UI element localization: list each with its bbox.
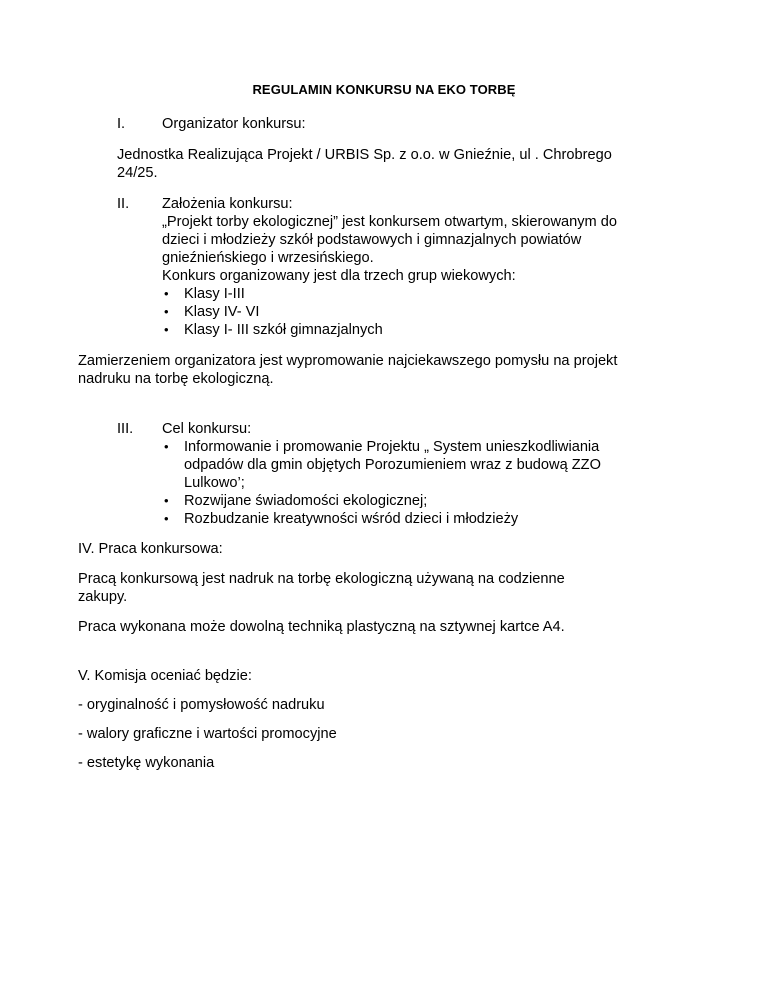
- section-3-heading: Cel konkursu:: [162, 421, 252, 437]
- criteria-item: - estetykę wykonania: [78, 755, 215, 771]
- section-4-paragraph-line: Pracą konkursową jest nadruk na torbę ekologiczną używaną na codzienne: [78, 571, 565, 587]
- goal-item-line: odpadów dla gmin objętych Porozumieniem wraz z budową ZZO: [184, 457, 601, 473]
- age-group-item: Klasy IV- VI: [184, 304, 260, 320]
- goal-item: Rozbudzanie kreatywności wśród dzieci i młodzieży: [184, 511, 519, 527]
- section-2-line: gnieźnieńskiego i wrzesińskiego.: [162, 250, 374, 266]
- section-1-heading: Organizator konkursu:: [162, 116, 306, 132]
- section-1-body-line: 24/25.: [117, 165, 158, 181]
- section-3-numeral: III.: [117, 421, 134, 437]
- criteria-item: - oryginalność i pomysłowość nadruku: [78, 697, 325, 713]
- age-group-item: Klasy I-III: [184, 286, 245, 302]
- bullet-icon: •: [164, 286, 169, 301]
- section-4-paragraph: Praca wykonana może dowolną techniką plastyczną na sztywnej kartce A4.: [78, 619, 565, 635]
- section-2-heading: Założenia konkursu:: [162, 196, 293, 212]
- organizer-goal-line: Zamierzeniem organizatora jest wypromowanie najciekawszego pomysłu na projekt: [78, 353, 618, 369]
- section-4-heading: IV. Praca konkursowa:: [78, 541, 223, 557]
- bullet-icon: •: [164, 322, 169, 337]
- goal-item: Rozwijane świadomości ekologicznej;: [184, 493, 428, 509]
- section-1-body-line: Jednostka Realizująca Projekt / URBIS Sp. z o.o. w Gnieźnie, ul . Chrobrego: [117, 147, 612, 163]
- criteria-item: - walory graficzne i wartości promocyjne: [78, 726, 337, 742]
- goal-item-line: Lulkowo’;: [184, 475, 245, 491]
- bullet-icon: •: [164, 304, 169, 319]
- page-title: REGULAMIN KONKURSU NA EKO TORBĘ: [252, 82, 516, 97]
- section-2-line: Konkurs organizowany jest dla trzech grup wiekowych:: [162, 268, 516, 284]
- section-2-line: dzieci i młodzieży szkół podstawowych i gimnazjalnych powiatów: [162, 232, 582, 248]
- bullet-icon: •: [164, 493, 169, 508]
- section-1-numeral: I.: [117, 116, 126, 132]
- section-5-heading: V. Komisja oceniać będzie:: [78, 668, 252, 684]
- bullet-icon: •: [164, 439, 169, 454]
- section-4-paragraph-line: zakupy.: [78, 589, 128, 605]
- organizer-goal-line: nadruku na torbę ekologiczną.: [78, 371, 274, 387]
- section-2-numeral: II.: [117, 196, 130, 212]
- bullet-icon: •: [164, 511, 169, 526]
- age-group-item: Klasy I- III szkół gimnazjalnych: [184, 322, 383, 338]
- section-2-line: „Projekt torby ekologicznej” jest konkursem otwartym, skierowanym do: [162, 214, 618, 230]
- goal-item-line: Informowanie i promowanie Projektu „ System unieszkodliwiania: [184, 439, 600, 455]
